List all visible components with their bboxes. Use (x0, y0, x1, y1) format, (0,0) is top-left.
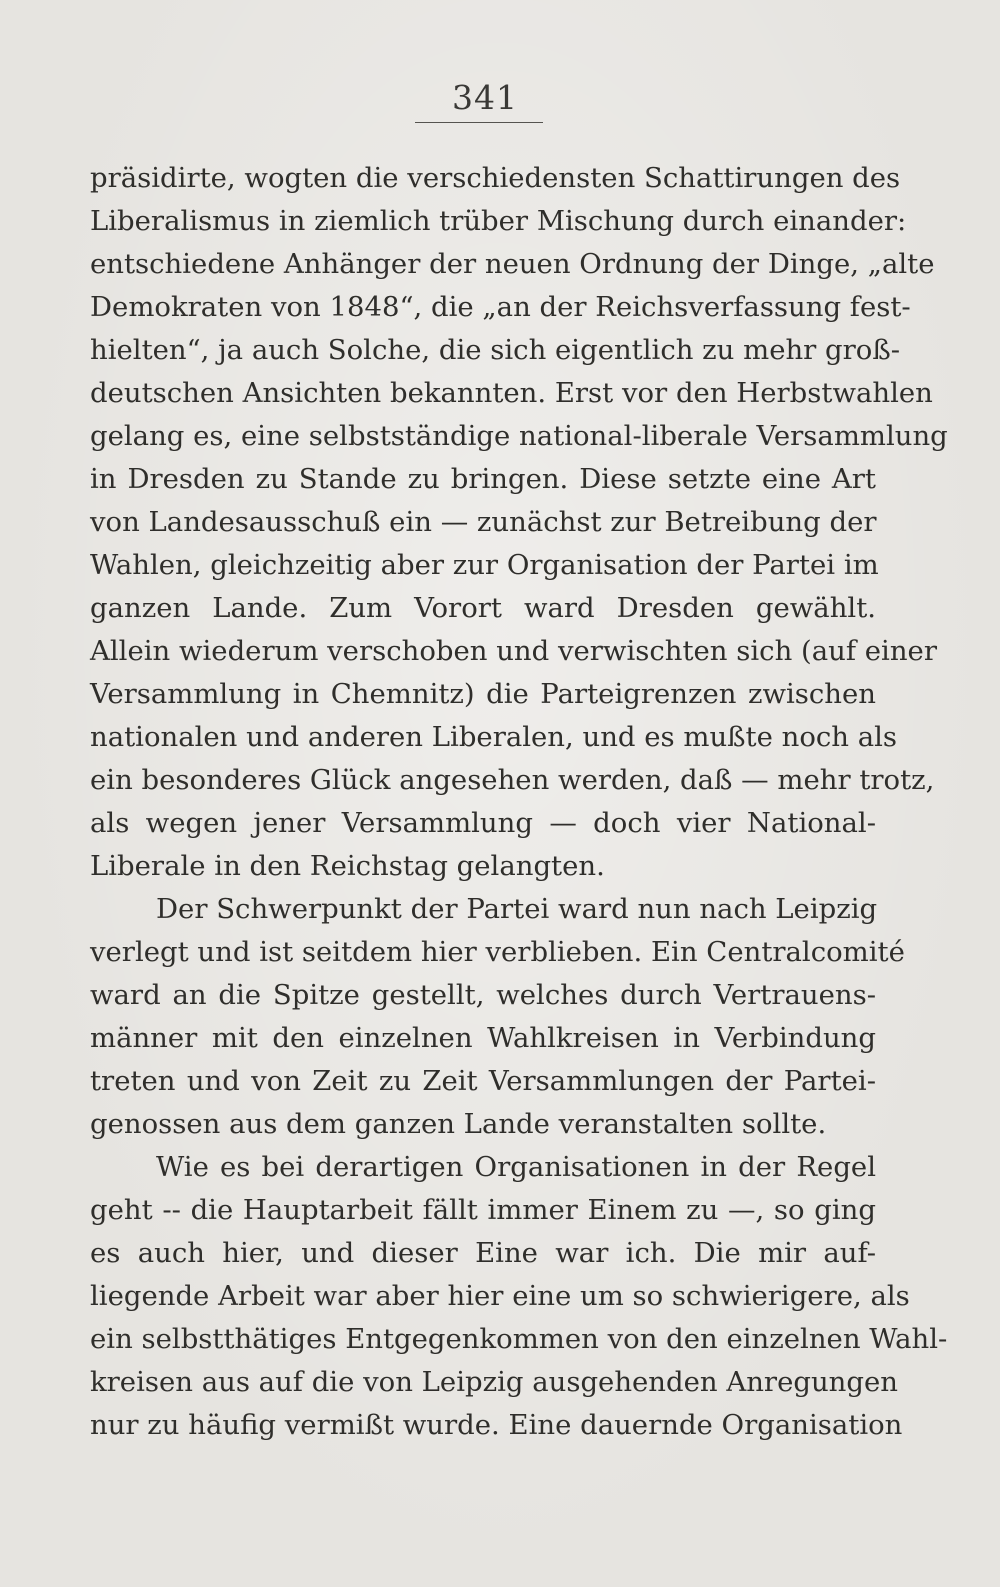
text-line: Demokraten von 1848“, die „an der Reichsverfassung fest- (90, 291, 911, 323)
text-line: Liberalismus in ziemlich trüber Mischung durch einander: (90, 205, 907, 237)
text-line: männer mit den einzelnen Wahlkreisen in Verbindung (90, 1022, 876, 1054)
text-line: Versammlung in Chemnitz) die Parteigrenzen zwischen (90, 678, 876, 710)
text-line: nur zu häufig vermißt wurde. Eine dauernde Organisation (90, 1409, 903, 1441)
text-line: nationalen und anderen Liberalen, und es mußte noch als (90, 721, 898, 753)
text-line: Liberale in den Reichstag gelangten. (90, 850, 605, 882)
text-line: hielten“, ja auch Solche, die sich eigentlich zu mehr groß- (90, 334, 901, 366)
text-line: ward an die Spitze gestellt, welches durch Vertrauens- (90, 979, 876, 1011)
text-line: als wegen jener Versammlung — doch vier National- (90, 807, 876, 839)
page-number: 341 (452, 78, 518, 117)
text-line: Wahlen, gleichzeitig aber zur Organisation der Partei im (90, 549, 879, 581)
body-text (90, 157, 948, 1447)
text-line: Wie es bei derartigen Organisationen in der Regel (156, 1151, 876, 1183)
text-line: präsidirte, wogten die verschiedensten Schattirungen des (90, 162, 901, 194)
text-line: ein selbstthätiges Entgegenkommen von den einzelnen Wahl- (90, 1323, 948, 1355)
text-line: Allein wiederum verschoben und verwischten sich (auf einer (90, 635, 937, 667)
text-line: entschiedene Anhänger der neuen Ordnung der Dinge, „alte (90, 248, 935, 280)
text-line: ganzen Lande. Zum Vorort ward Dresden gewählt. (90, 592, 876, 624)
text-line: geht -- die Hauptarbeit fällt immer Einem zu —, so ging (90, 1194, 876, 1226)
text-line: es auch hier, und dieser Eine war ich. Die mir auf- (90, 1237, 876, 1269)
text-line: ein besonderes Glück angesehen werden, daß — mehr trotz, (90, 764, 935, 796)
text-line: gelang es, eine selbstständige national-liberale Versammlung (90, 420, 948, 452)
page-number-rule (415, 122, 543, 123)
text-line: liegende Arbeit war aber hier eine um so schwierigere, als (90, 1280, 910, 1312)
text-line: genossen aus dem ganzen Lande veranstalten sollte. (90, 1108, 827, 1140)
text-line: Der Schwerpunkt der Partei ward nun nach Leipzig (156, 893, 878, 925)
text-line: von Landesausschuß ein — zunächst zur Betreibung der (90, 506, 877, 538)
text-line: deutschen Ansichten bekannten. Erst vor den Herbstwahlen (90, 377, 933, 409)
text-line: treten und von Zeit zu Zeit Versammlungen der Partei- (90, 1065, 876, 1097)
text-line: verlegt und ist seitdem hier verblieben. Ein Centralcomité (90, 936, 905, 968)
text-line: kreisen aus auf die von Leipzig ausgehenden Anregungen (90, 1366, 898, 1398)
text-line: in Dresden zu Stande zu bringen. Diese setzte eine Art (90, 463, 876, 495)
